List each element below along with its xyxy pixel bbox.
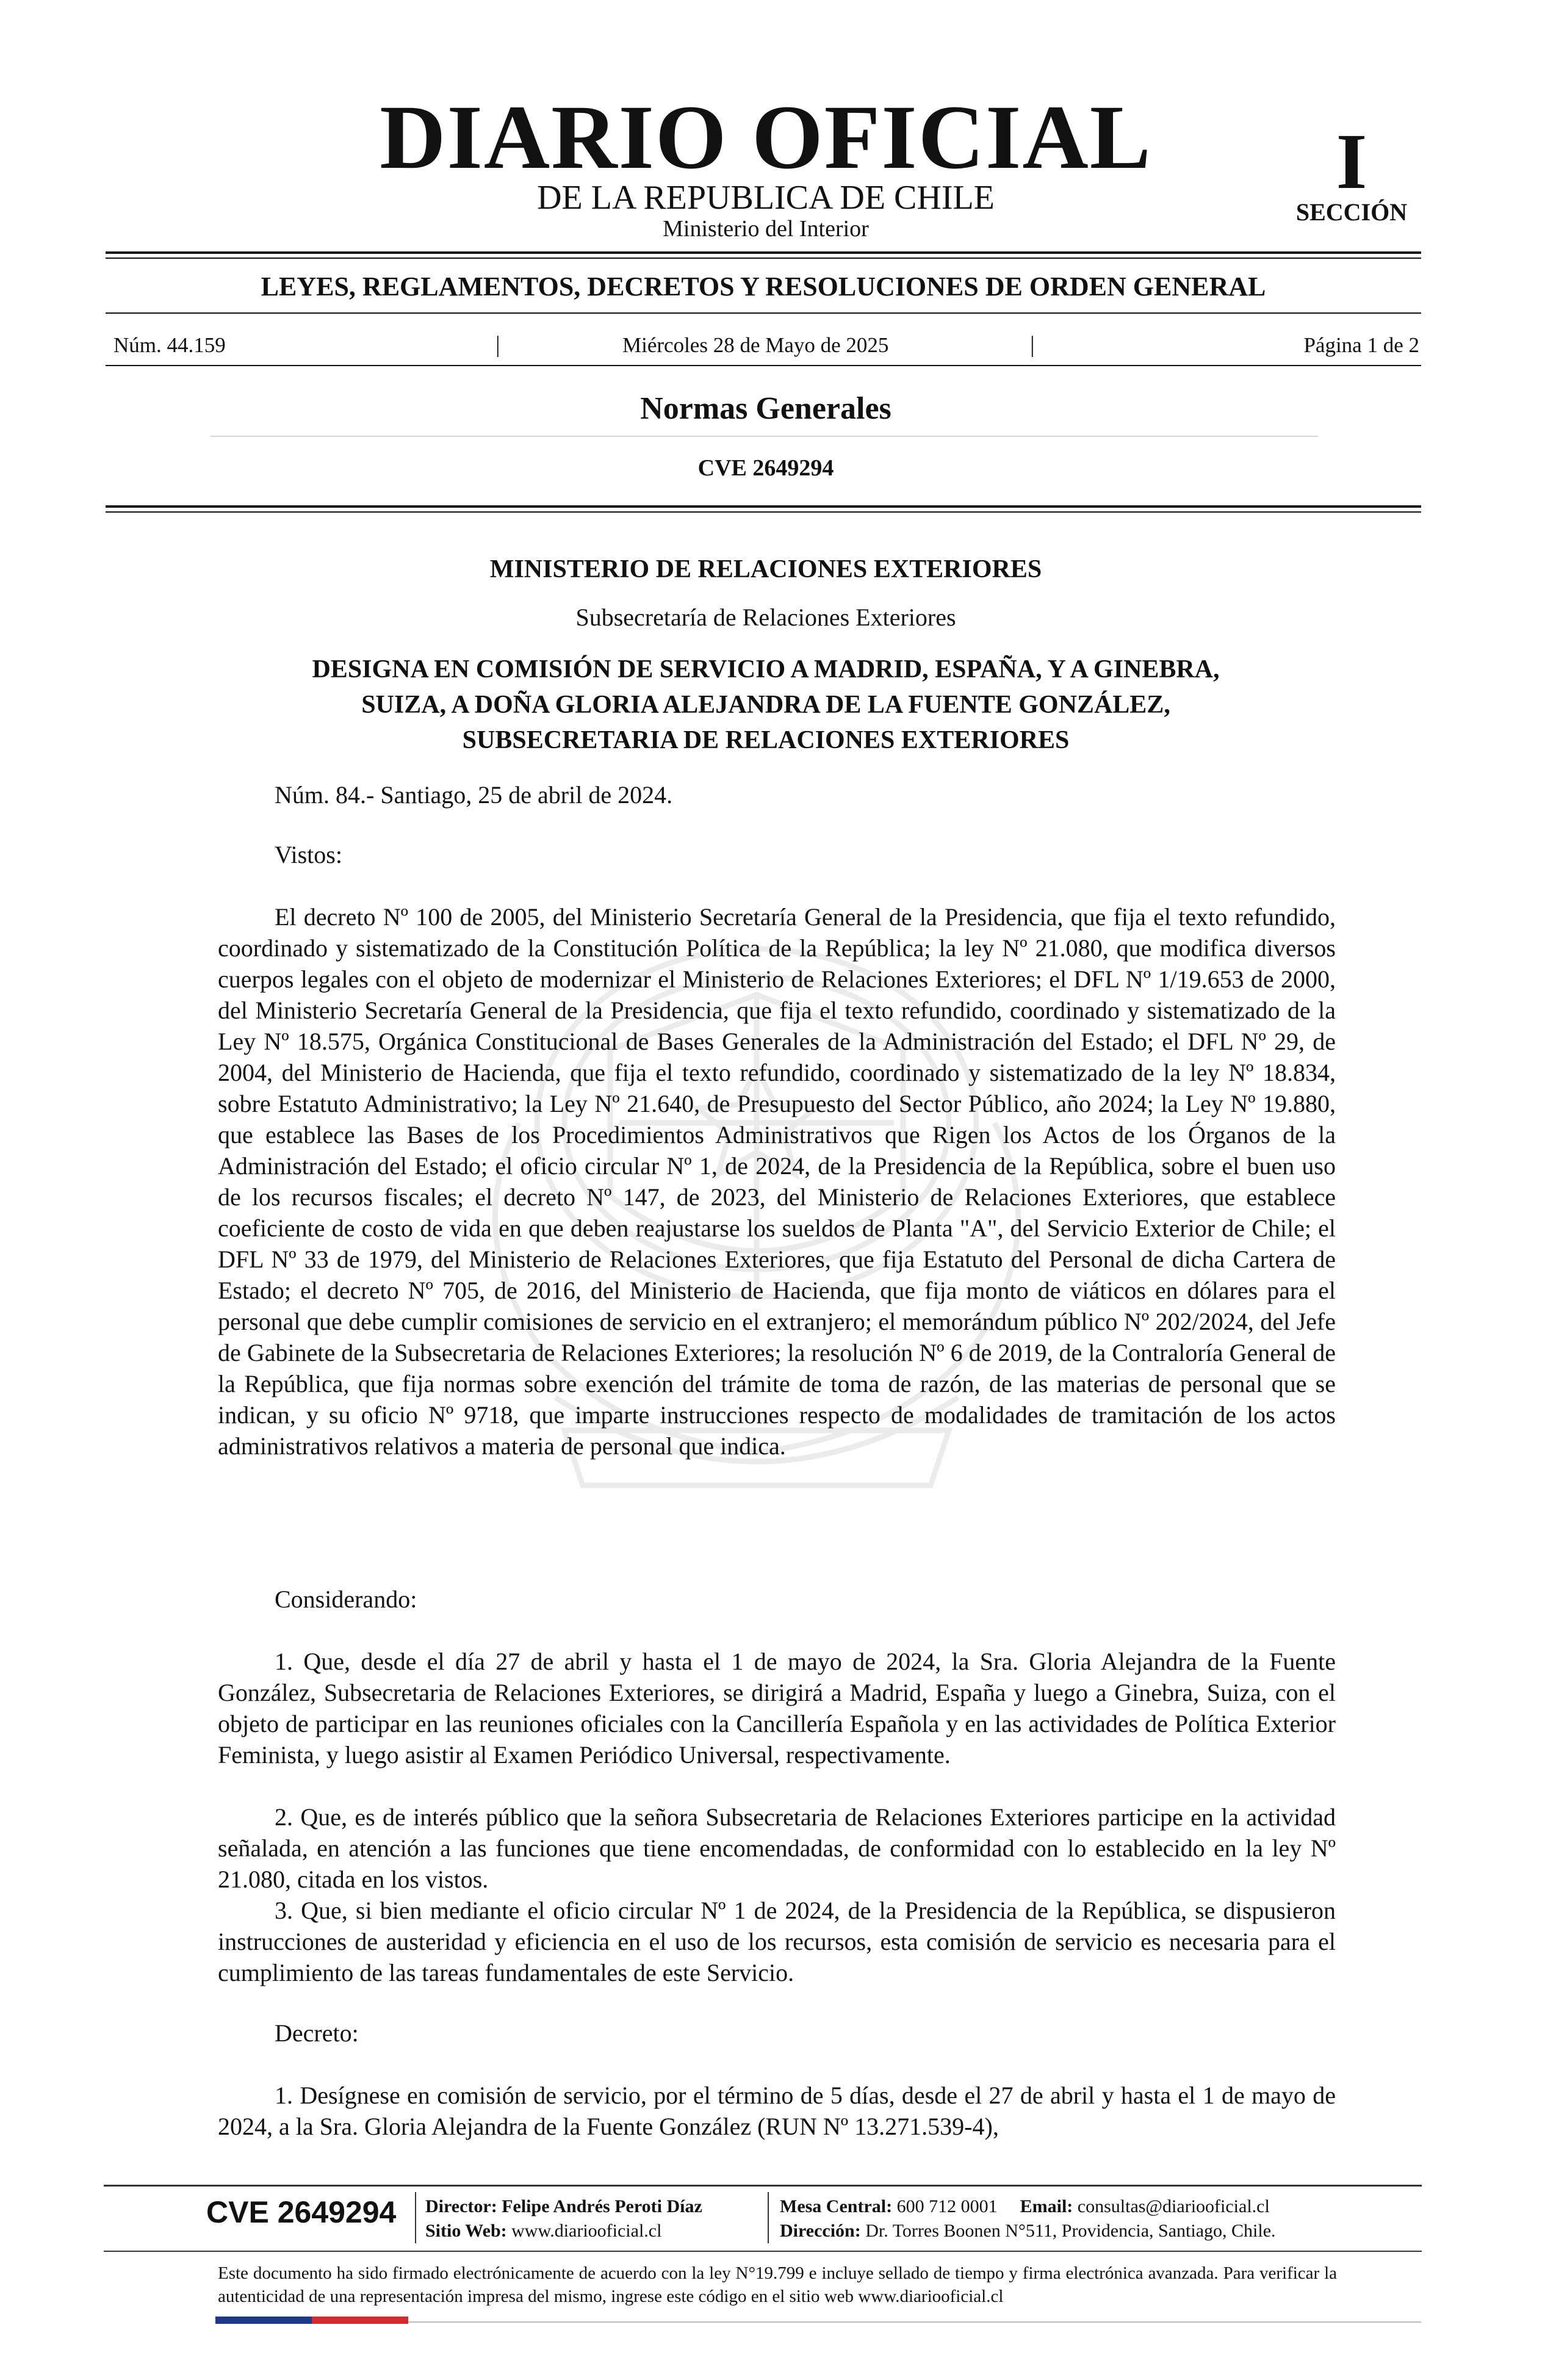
section-divider bbox=[211, 436, 1318, 437]
footer-website-label: Sitio Web: bbox=[425, 2221, 507, 2241]
footer-divider bbox=[415, 2192, 416, 2243]
vistos-paragraph: El decreto Nº 100 de 2005, del Ministerio Secretaría General de la Presidencia, que fija el texto refundido, coordinado y sistematizado de la Constitución Política de la República; la ley Nº 21.080, que modifica diversos cuerpos legales con el objeto de modernizar el Ministerio de Relaciones Exteriores; el DFL Nº 1/19.653 de 2000, del Ministerio Secretaría General de la Presidencia, que fija el texto refundido, coordinado y sistematizado de la Ley Nº 18.575, Orgánica Constitucional de Bases Generales de la Administración del Estado; el DFL Nº 29, de 2004, del Ministerio de Hacienda, que fija el texto refundido, coordinado y sistematizado de la ley Nº 18.834, sobre Estatuto Administrativo; la Ley Nº 21.640, de Presupuesto del Sector Público, año 2024; la Ley Nº 19.880, que establece las Bases de los Procedimientos Administrativos que Rigen los Actos de los Órganos de la Administración del Estado; el oficio circular Nº 1, de 2024, de la Presidencia de la República, sobre el buen uso de los recursos fiscales; el decreto Nº 147, de 2023, del Ministerio de Relaciones Exteriores, que establece coeficiente de costo de vida en que deben reajustarse los sueldos de Planta "A", del Servicio Exterior de Chile; el DFL Nº 33 de 1979, del Ministerio de Relaciones Exteriores, que fija Estatuto del Personal de dicha Cartera de Estado; el decreto Nº 705, de 2016, del Ministerio de Hacienda, que fija monto de viáticos en dólares para el personal que debe cumplir comisiones de servicio en el extranjero; el memorándum público Nº 202/2024, del Jefe de Gabinete de la Subsecretaria de Relaciones Exteriores; la resolución Nº 6 de 2019, de la Contraloría General de la República, que fija normas sobre exención del trámite de toma de razón, de las materias de personal que se indican, y su oficio Nº 9718, que imparte instrucciones respecto de modalidades de tramitación de los actos administrativos relativos a materia de personal que indica. bbox=[218, 903, 1336, 1460]
masthead-rule bbox=[106, 251, 1421, 254]
newspaper-subtitle: DE LA REPUBLICA DE CHILE bbox=[537, 179, 995, 217]
header-bottom-rule bbox=[106, 505, 1421, 508]
footer-address bbox=[780, 2220, 1276, 2243]
footer-website-link[interactable]: www.diariooficial.cl bbox=[511, 2221, 662, 2241]
decree-title-line: SUBSECRETARIA DE RELACIONES EXTERIORES bbox=[462, 726, 1070, 754]
category-line: LEYES, REGLAMENTOS, DECRETOS Y RESOLUCIONES DE ORDEN GENERAL bbox=[261, 272, 1266, 301]
decree-number-line: Núm. 84.- Santiago, 25 de abril de 2024. bbox=[275, 781, 673, 809]
footer-phone-label: Mesa Central: bbox=[780, 2196, 893, 2216]
flag-bar-blue bbox=[215, 2317, 312, 2324]
footer-website bbox=[425, 2220, 661, 2243]
footer-email[interactable]: consultas@diariooficial.cl bbox=[1077, 2196, 1270, 2216]
section-title: Normas Generales bbox=[640, 391, 891, 426]
considerando-label: Considerando: bbox=[275, 1585, 417, 1613]
section-label: SECCIÓN bbox=[1295, 198, 1408, 226]
document-ministry: MINISTERIO DE RELACIONES EXTERIORES bbox=[489, 555, 1042, 583]
masthead-rule-thin bbox=[106, 258, 1421, 259]
flag-bar-red bbox=[312, 2317, 408, 2324]
issue-number: Núm. 44.159 bbox=[113, 333, 226, 357]
decreto-paragraph: 1. Desígnese en comisión de servicio, por el término de 5 días, desde el 27 de abril y hasta el 1 de mayo de 2024, a la Sra. Gloria Alejandra de la Fuente González (RUN Nº 13.271.539-4), bbox=[218, 2082, 1336, 2140]
footer-rule bbox=[104, 2185, 1422, 2187]
footer-address-text: Dr. Torres Boonen N°511, Providencia, Santiago, Chile. bbox=[865, 2221, 1276, 2241]
footer-address-label: Dirección: bbox=[780, 2221, 861, 2241]
footer-email-label: Email: bbox=[1020, 2196, 1073, 2216]
footer-director bbox=[425, 2195, 702, 2218]
footer-phone: 600 712 0001 bbox=[896, 2196, 998, 2216]
footer-rule bbox=[104, 2251, 1422, 2252]
flag-bar-line bbox=[408, 2321, 1421, 2323]
footer-legal-note: Este documento ha sido firmado electrónicamente de acuerdo con la ley N°19.799 e incluye sellado de tiempo y firma electrónica avanzada. Para verificar la autenticidad de una representación impresa del mismo, ingrese este código en el sitio web www.diariooficial.cl bbox=[218, 2263, 1337, 2306]
decree-title bbox=[220, 652, 1312, 758]
decree-title-line: DESIGNA EN COMISIÓN DE SERVICIO A MADRID, ESPAÑA, Y A GINEBRA, bbox=[312, 655, 1220, 683]
decree-title-line: SUIZA, A DOÑA GLORIA ALEJANDRA DE LA FUENTE GONZÁLEZ, bbox=[361, 691, 1170, 719]
footer-cve-code: CVE 2649294 bbox=[206, 2195, 397, 2229]
section-numeral: I bbox=[1336, 118, 1367, 206]
header-bottom-rule-thin bbox=[106, 511, 1421, 513]
issue-rule bbox=[106, 365, 1421, 366]
issue-separator: | bbox=[495, 332, 500, 358]
vistos-label: Vistos: bbox=[275, 841, 342, 868]
newspaper-ministry: Ministerio del Interior bbox=[663, 216, 869, 242]
cve-code: CVE 2649294 bbox=[697, 455, 834, 481]
footer-contact bbox=[780, 2195, 1270, 2218]
decreto-label: Decreto: bbox=[275, 2019, 359, 2047]
issue-date: Miércoles 28 de Mayo de 2025 bbox=[622, 333, 889, 357]
category-rule bbox=[106, 312, 1421, 314]
page-indicator: Página 1 de 2 bbox=[1303, 333, 1419, 357]
considerando-paragraph: 1. Que, desde el día 27 de abril y hasta el 1 de mayo de 2024, la Sra. Gloria Alejandra de la Fuente González, Subsecretaria de Relaciones Exteriores, se dirigirá a Madrid, España y luego a Ginebra, Suiza, con el objeto de participar en las reuniones oficiales con la Cancillería Española y en las actividades de Política Exterior Feminista, y luego asistir al Examen Periódico Universal, respectivamente. bbox=[218, 1648, 1336, 1769]
footer-director-label: Director: bbox=[425, 2196, 497, 2216]
considerando-paragraph: 2. Que, es de interés público que la señora Subsecretaria de Relaciones Exteriores participe en la actividad señalada, en atención a las funciones que tiene encomendadas, de conformidad con lo establecido en la ley Nº 21.080, citada en los vistos. bbox=[218, 1803, 1336, 1893]
considerando-paragraph: 3. Que, si bien mediante el oficio circular Nº 1 de 2024, de la Presidencia de la República, se dispusieron instrucciones de austeridad y eficiencia en el uso de los recursos, esta comisión de servicio es necesaria para el cumplimiento de las tareas fundamentales de este Servicio. bbox=[218, 1897, 1336, 1986]
footer-director-name: Felipe Andrés Peroti Díaz bbox=[502, 2196, 702, 2216]
footer-divider bbox=[768, 2192, 769, 2243]
document-subsecretaria: Subsecretaría de Relaciones Exteriores bbox=[575, 604, 956, 631]
newspaper-title: DIARIO OFICIAL bbox=[380, 87, 1152, 188]
issue-separator: | bbox=[1030, 332, 1035, 358]
